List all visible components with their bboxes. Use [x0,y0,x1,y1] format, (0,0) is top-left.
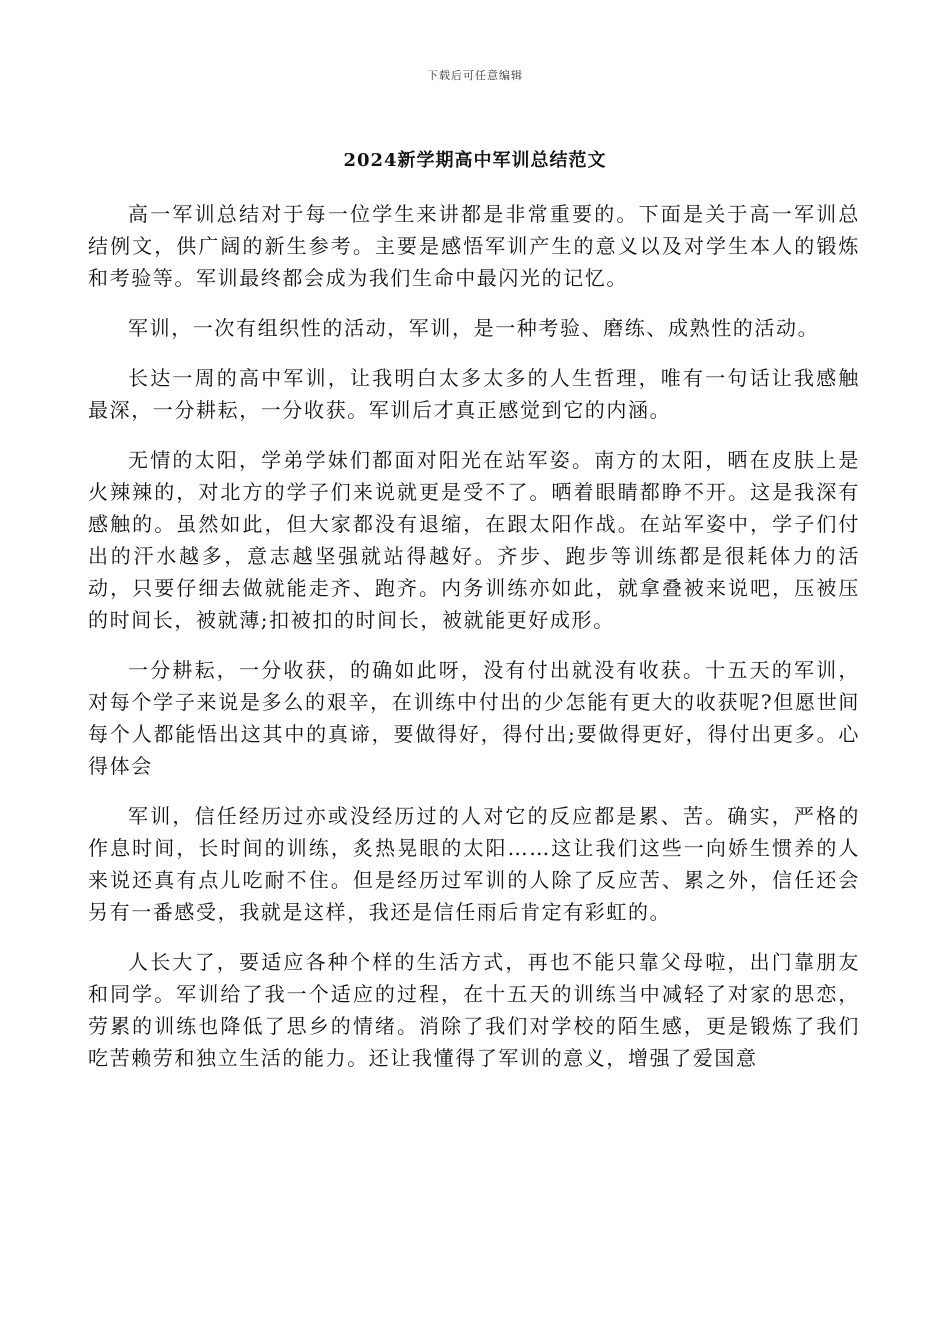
paragraph: 一分耕耘，一分收获，的确如此呀，没有付出就没有收获。十五天的军训，对每个学子来说是多么的艰辛，在训练中付出的少怎能有更大的收获呢?但愿世间每个人都能悟出这其中的真谛，要做得好，得付出;要做得更好，得付出更多。心得体会 [88,658,860,778]
paragraph: 军训，一次有组织性的活动，军训，是一种考验、磨练、成熟性的活动。 [128,316,820,340]
paragraph: 人长大了，要适应各种个样的生活方式，再也不能只靠父母啦，出门靠朋友和同学。军训给了我一个适应的过程，在十五天的训练当中减轻了对家的思恋，劳累的训练也降低了思乡的情绪。消除了我们对学校的陌生感，更是锻炼了我们吃苦赖劳和独立生活的能力。还让我懂得了军训的意义，增强了爱国意 [88,950,860,1070]
paragraph: 长达一周的高中军训，让我明白太多太多的人生哲理，唯有一句话让我感触最深，一分耕耘，一分收获。军训后才真正感觉到它的内涵。 [88,366,860,422]
paragraph: 军训，信任经历过亦或没经历过的人对它的反应都是累、苦。确实，严格的作息时间，长时间的训练，炙热晃眼的太阳……这让我们这些一向娇生惯养的人来说还真有点儿吃耐不住。但是经历过军训的人除了反应苦、累之外，信任还会另有一番感受，我就是这样，我还是信任雨后肯定有彩虹的。 [88,804,860,924]
document-body [88,198,860,1092]
header-note: 下载后可任意编辑 [427,69,523,82]
paragraph: 高一军训总结对于每一位学生来讲都是非常重要的。下面是关于高一军训总结例文，供广阔的新生参考。主要是感悟军训产生的意义以及对学生本人的锻炼和考验等。军训最终都会成为我们生命中最闪光的记忆。 [88,202,860,290]
document-title: 2024新学期高中军训总结范文 [343,150,607,171]
paragraph: 无情的太阳，学弟学妹们都面对阳光在站军姿。南方的太阳，晒在皮肤上是火辣辣的，对北方的学子们来说就更是受不了。晒着眼睛都睁不开。这是我深有感触的。虽然如此，但大家都没有退缩，在跟太阳作战。在站军姿中，学子们付出的汗水越多，意志越坚强就站得越好。齐步、跑步等训练都是很耗体力的活动，只要仔细去做就能走齐、跑齐。内务训练亦如此，就拿叠被来说吧，压被压的时间长，被就薄;扣被扣的时间长，被就能更好成形。 [88,448,860,632]
